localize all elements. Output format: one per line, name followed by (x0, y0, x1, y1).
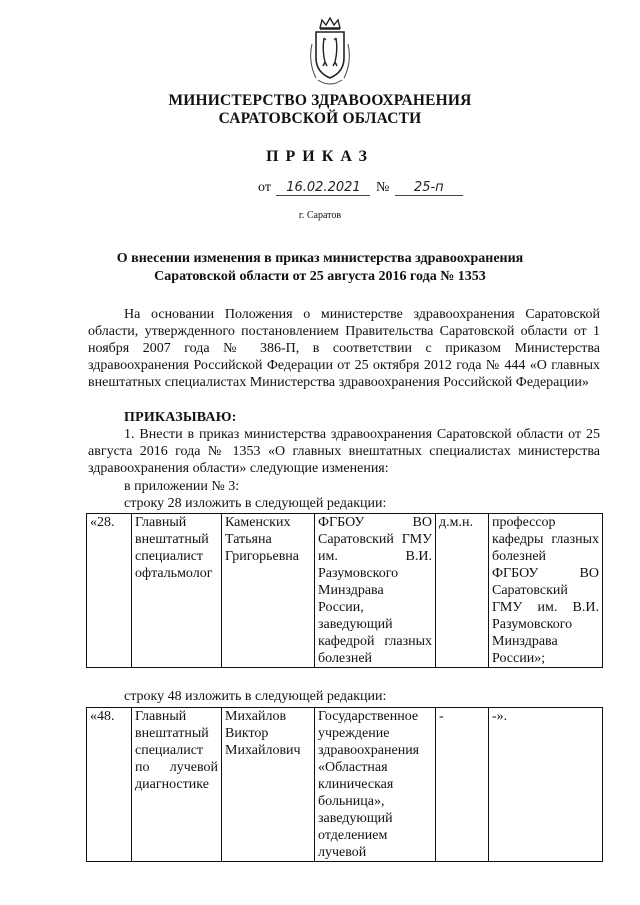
ministry-line-1: МИНИСТЕРСТВО ЗДРАВООХРАНЕНИЯ (168, 92, 472, 109)
specialist-name: Михайлов Виктор Михайлович (222, 708, 315, 862)
table-row (87, 708, 603, 862)
row-number: «48. (87, 708, 132, 862)
order-word: ПРИКАЗЫВАЮ: (124, 410, 237, 425)
handwritten-date: 16.02.2021 (276, 181, 370, 196)
academic-title: -». (489, 708, 603, 862)
item-1-paragraph: 1. Внести в приказ министерства здравоохранения Саратовской области от 25 августа 2016 года № 1353 «О главных внештатных специалистах министерства здравоохранения области» следующие изменения: (88, 427, 600, 476)
subject-line-1: О внесении изменения в приказ министерства здравоохранения (116, 251, 524, 266)
subject-line-2: Саратовской области от 25 августа 2016 года № 1353 (154, 269, 486, 284)
date-prefix: от (258, 180, 271, 195)
academic-degree: - (436, 708, 489, 862)
row-number: «28. (87, 514, 132, 668)
academic-degree: д.м.н. (436, 514, 489, 668)
specialist-position: Главный внештатный специалист по лучевой диагностике (132, 708, 222, 862)
specialist-position: Главный внештатный специалист офтальмолог (132, 514, 222, 668)
specialist-workplace: Государственное учреждение здравоохранения «Областная клиническая больница», заведующий отделением лучевой (315, 708, 436, 862)
coat-of-arms-emblem (300, 14, 360, 94)
order-date-number (258, 180, 463, 196)
document-type: ПРИКАЗ (266, 148, 374, 165)
title-org-right: ВО (579, 566, 599, 581)
title-org-left: ФГБОУ (492, 566, 539, 581)
workplace-rest: Саратовский ГМУ им. В.И. Разумовского Минздрава России, заведующий кафедрой глазных болезней (318, 532, 432, 666)
number-prefix: № (375, 180, 390, 195)
workplace-first-left: ФГБОУ (318, 515, 365, 530)
title-first: профессор кафедры глазных болезней (492, 515, 599, 564)
appendix-reference: в приложении № 3: (124, 479, 240, 494)
specialist-workplace (315, 514, 436, 668)
ministry-name (0, 92, 640, 128)
specialist-name: Каменских Татьяна Григорьевна (222, 514, 315, 668)
table-row-28 (86, 513, 603, 668)
table-row-48 (86, 707, 603, 862)
row-28-intro: строку 28 изложить в следующей редакции: (124, 496, 387, 511)
academic-title (489, 514, 603, 668)
preamble-paragraph: На основании Положения о министерстве здравоохранения Саратовской области, утвержденного постановлением Правительства Саратовской области от 1 ноября 2007 года № 386-П, в соответствии с приказом Министерства здравоохранения Российской Федерации от 25 октября 2012 года № 444 «О главных внештатных специалистах Министерства здравоохранения Российской Федерации» (88, 307, 600, 390)
row-48-intro: строку 48 изложить в следующей редакции: (124, 689, 387, 704)
ministry-line-2: САРАТОВСКОЙ ОБЛАСТИ (218, 110, 422, 127)
title-rest: Саратовский ГМУ им. В.И. Разумовского Минздрава России»; (492, 583, 599, 666)
city: г. Саратов (298, 210, 342, 221)
order-subject (0, 250, 640, 286)
handwritten-number: 25-п (395, 181, 463, 196)
table-row (87, 514, 603, 668)
workplace-first-right: ВО (412, 515, 432, 530)
